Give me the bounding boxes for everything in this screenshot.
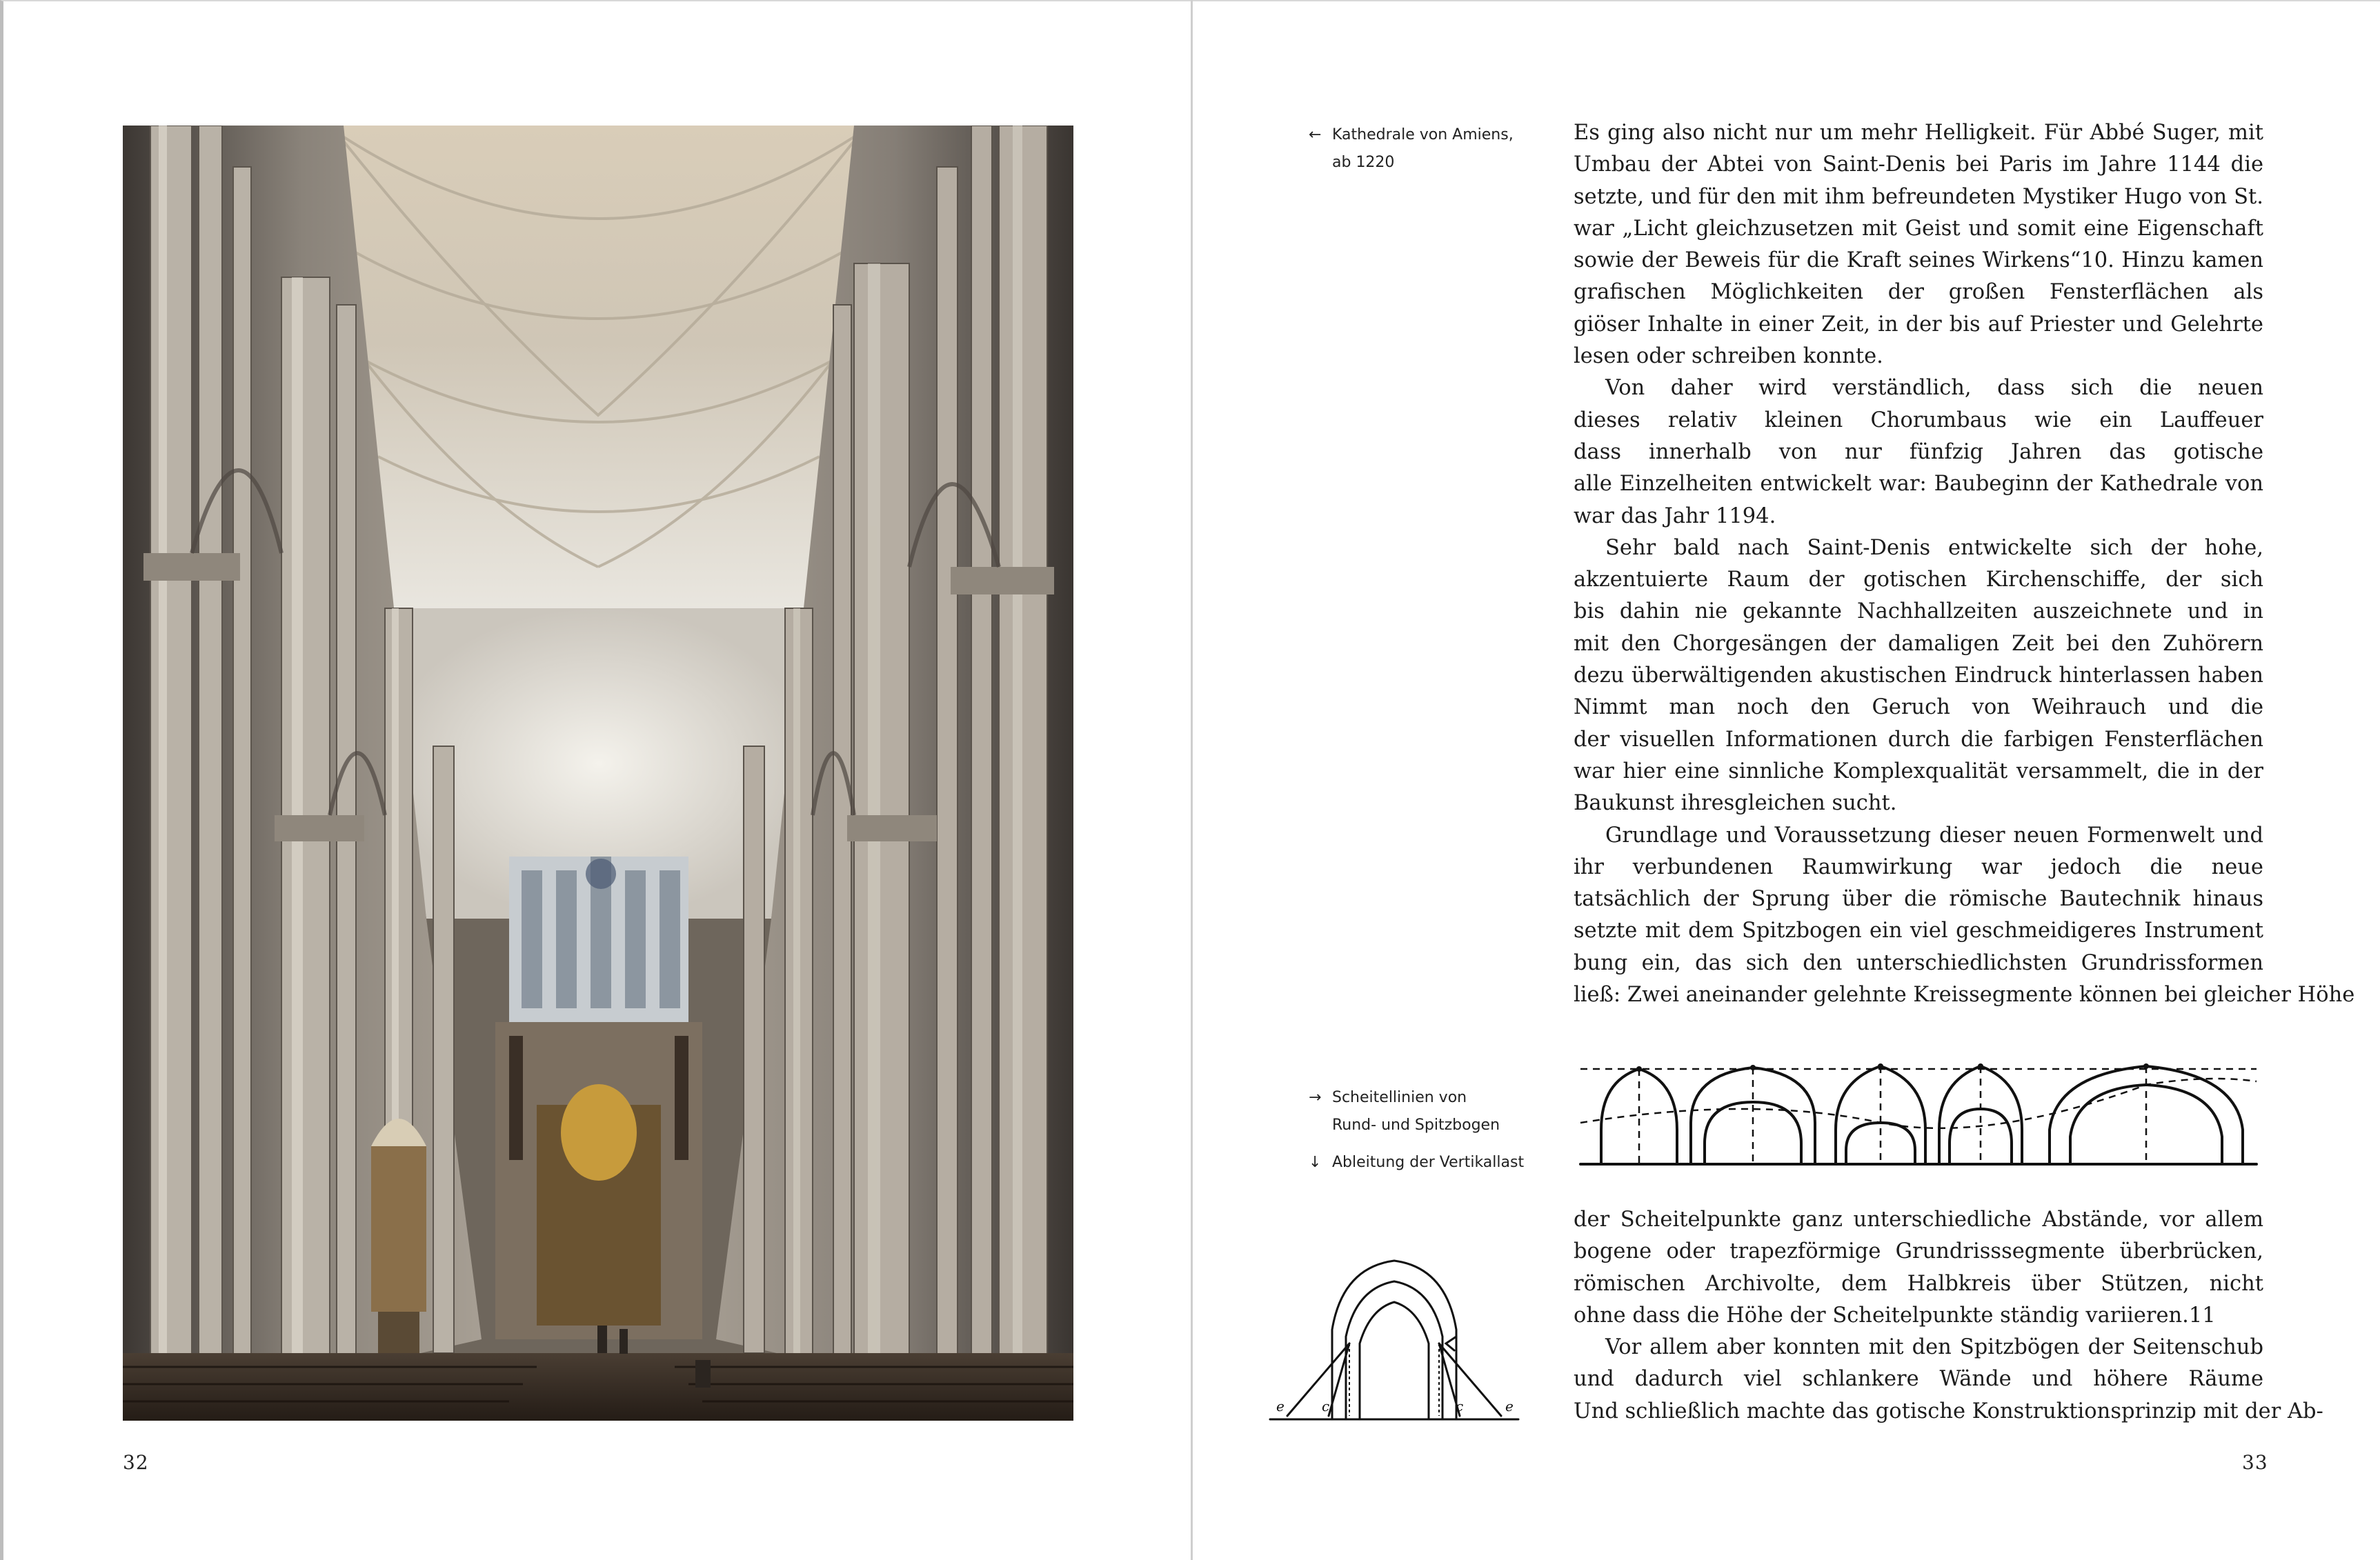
vertical-load-diagram bbox=[1267, 1247, 1522, 1426]
arrow-right-icon: → bbox=[1309, 1089, 1322, 1106]
caption-line: Kathedrale von Amiens, bbox=[1332, 126, 1514, 143]
text-line: grafischen Möglichkeiten der großen Fensterflächen als bbox=[1574, 280, 2263, 305]
text-line: bogene oder trapezförmige Grundrisssegmente überbrücken, bbox=[1574, 1239, 2263, 1264]
text-line: dezu überwältigenden akustischen Eindruck hinterlassen haben bbox=[1574, 663, 2263, 688]
text-line: ließ: Zwei aneinander gelehnte Kreissegmente können bei gleicher Höhe bbox=[1574, 983, 2355, 1008]
caption-line: Ableitung der Vertikallast bbox=[1332, 1154, 1525, 1171]
book-gutter bbox=[1191, 0, 1193, 1560]
text-line: der visuellen Informationen durch die farbigen Fensterflächen bbox=[1574, 727, 2263, 752]
text-line: mit den Chorgesängen der damaligen Zeit bei den Zuhörern bbox=[1574, 631, 2263, 656]
text-line: ihr verbundenen Raumwirkung war jedoch die neue bbox=[1574, 854, 2263, 879]
caption-line: Scheitellinien von bbox=[1332, 1089, 1467, 1106]
text-line: Umbau der Abtei von Saint-Denis bei Paris im Jahre 1144 die bbox=[1574, 152, 2263, 177]
text-line: römischen Archivolte, dem Halbkreis über Stützen, nicht bbox=[1574, 1271, 2263, 1296]
text-line: tatsächlich der Sprung über die römische Bautechnik hinaus bbox=[1574, 887, 2263, 912]
text-line: Baukunst ihresgleichen sucht. bbox=[1574, 791, 1897, 816]
text-line: Grundlage und Voraussetzung dieser neuen Formenwelt und bbox=[1605, 823, 2263, 848]
text-line: der Scheitelpunkte ganz unterschiedliche Abstände, vor allem bbox=[1574, 1208, 2263, 1232]
text-line: giöser Inhalte in einer Zeit, in der bis auf Priester und Gelehrte bbox=[1574, 312, 2263, 337]
text-line: Es ging also nicht nur um mehr Helligkeit. Für Abbé Suger, mit bbox=[1574, 121, 2263, 145]
body-text-block-2 bbox=[1574, 1204, 2323, 1428]
text-line: alle Einzelheiten entwickelt war: Baubeginn der Kathedrale von bbox=[1574, 472, 2263, 497]
text-line: bis dahin nie gekannte Nachhallzeiten auszeichnete und in bbox=[1574, 599, 2263, 624]
cathedral-nave-photo bbox=[123, 126, 1073, 1421]
force-label-e-right: e bbox=[1505, 1398, 1514, 1414]
text-line: dieses relativ kleinen Chorumbaus wie ein Lauffeuer bbox=[1574, 408, 2263, 432]
text-line: war das Jahr 1194. bbox=[1574, 503, 1776, 528]
text-line: Vor allem aber konnten mit den Spitzbögen der Seitenschub bbox=[1605, 1335, 2263, 1360]
amiens-nave-illustration bbox=[123, 126, 1073, 1421]
caption-line: Rund- und Spitzbogen bbox=[1332, 1117, 1500, 1134]
text-line: dass innerhalb von nur fünfzig Jahren das gotische bbox=[1574, 439, 2263, 464]
caption-cathedral bbox=[1309, 121, 1543, 177]
page-number-left: 32 bbox=[123, 1451, 149, 1474]
force-label-c-left: c bbox=[1322, 1398, 1330, 1414]
text-line: war „Licht gleichzusetzen mit Geist und somit eine Eigenschaft bbox=[1574, 216, 2263, 241]
crown-lines-diagram bbox=[1574, 1054, 2263, 1171]
text-line: sowie der Beweis für die Kraft seines Wirkens“10. Hinzu kamen bbox=[1574, 248, 2263, 273]
caption-diagrams bbox=[1309, 1084, 1543, 1177]
text-line: setzte mit dem Spitzbogen ein viel geschmeidigeres Instrument bbox=[1574, 919, 2263, 943]
text-line: akzentuierte Raum der gotischen Kirchenschiffe, der sich bbox=[1574, 568, 2263, 592]
force-label-c-right: c bbox=[1456, 1398, 1464, 1414]
arrow-down-icon: ↓ bbox=[1309, 1154, 1322, 1171]
pulpit bbox=[371, 1119, 426, 1388]
apse-windows bbox=[509, 857, 688, 1022]
arrow-left-icon: ← bbox=[1309, 126, 1322, 143]
text-line: Von daher wird verständlich, dass sich die neuen bbox=[1605, 376, 2263, 401]
caption-line: ab 1220 bbox=[1332, 154, 1395, 171]
text-line: bung ein, das sich den unterschiedlichsten Grundrissformen bbox=[1574, 950, 2263, 975]
text-line: und dadurch viel schlankere Wände und höhere Räume bbox=[1574, 1367, 2263, 1392]
text-line: ohne dass die Höhe der Scheitelpunkte ständig variieren.11 bbox=[1574, 1303, 2216, 1328]
text-line: war hier eine sinnliche Komplexqualität versammelt, die in der bbox=[1574, 759, 2263, 783]
text-line: Nimmt man noch den Geruch von Weihrauch und die bbox=[1574, 695, 2263, 720]
text-line: Und schließlich machte das gotische Konstruktionsprinzip mit der Ab- bbox=[1574, 1399, 2323, 1423]
force-label-e-left: e bbox=[1276, 1398, 1285, 1414]
text-line: setzte, und für den mit ihm befreundeten Mystiker Hugo von St. bbox=[1574, 184, 2263, 209]
text-line: Sehr bald nach Saint-Denis entwickelte sich der hohe, bbox=[1605, 535, 2263, 560]
body-text-block-1 bbox=[1574, 117, 2355, 1011]
text-line: lesen oder schreiben konnte. bbox=[1574, 344, 1883, 369]
page-number-right: 33 bbox=[2242, 1451, 2268, 1474]
